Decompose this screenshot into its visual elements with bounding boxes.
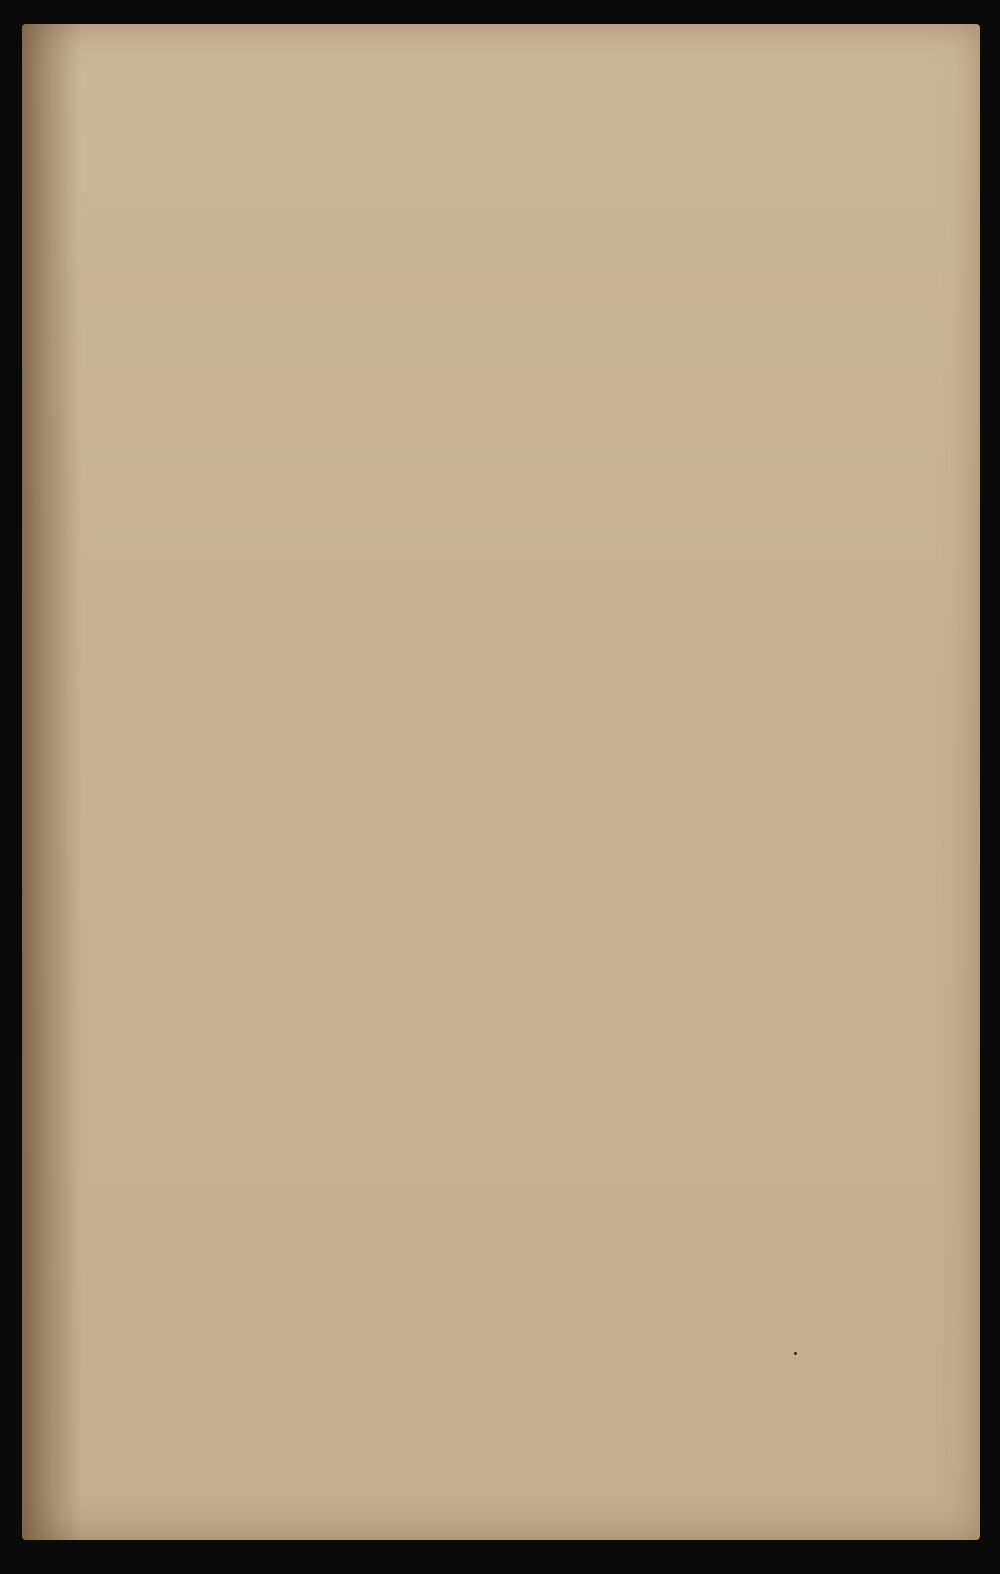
digitization-footer — [981, 1558, 988, 1570]
scanned-page — [22, 24, 980, 1540]
ink-speck — [794, 1352, 797, 1355]
